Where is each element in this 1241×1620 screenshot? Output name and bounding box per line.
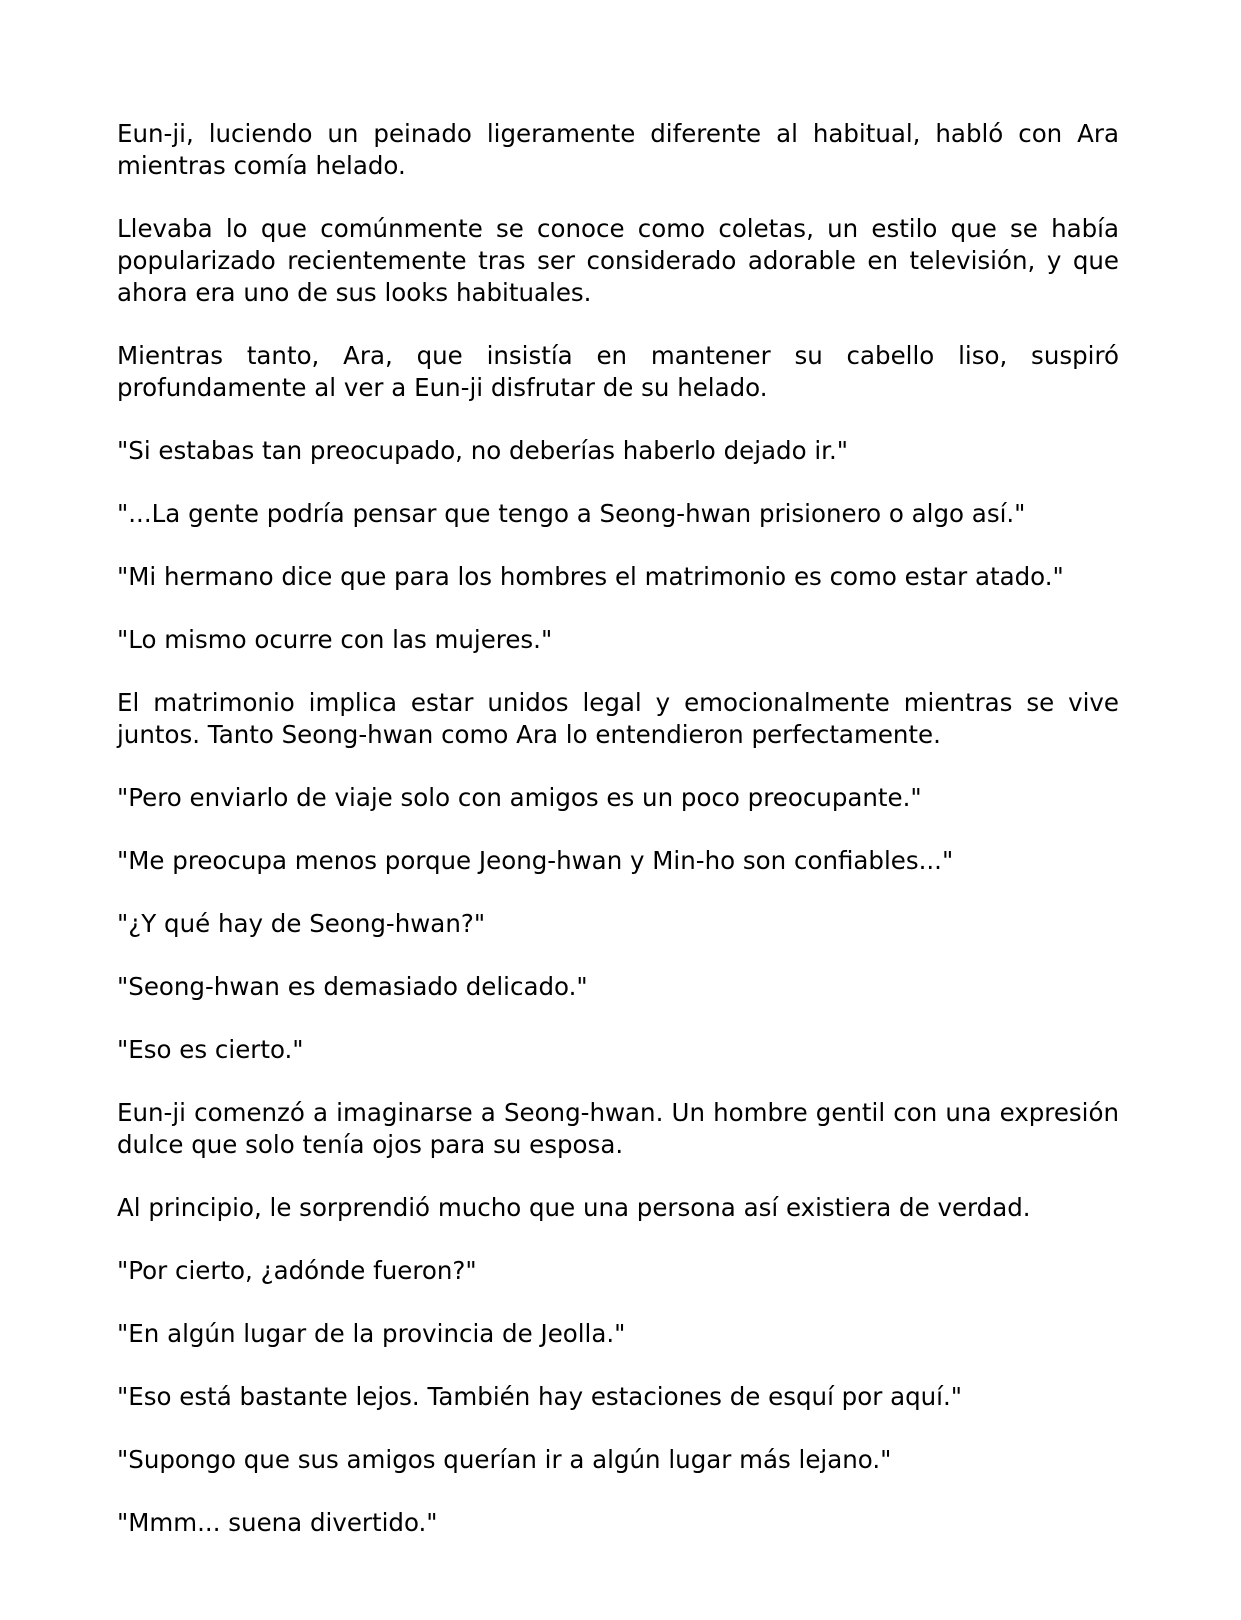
paragraph: Llevaba lo que comúnmente se conoce como coletas, un estilo que se había popularizado recientemente tras ser considerado adorable en televisión, y que ahora era uno de sus looks habituales. [117,214,1119,307]
dialogue-line: "¿Y qué hay de Seong-hwan?" [117,909,486,938]
dialogue-line: "Supongo que sus amigos querían ir a algún lugar más lejano." [117,1445,892,1474]
paragraph: Eun-ji comenzó a imaginarse a Seong-hwan. Un hombre gentil con una expresión dulce que solo tenía ojos para su esposa. [117,1098,1119,1159]
dialogue-line: "Si estabas tan preocupado, no deberías haberlo dejado ir." [117,436,849,465]
paragraph: El matrimonio implica estar unidos legal y emocionalmente mientras se vive juntos. Tanto Seong-hwan como Ara lo entendieron perfectamente. [117,688,1119,749]
dialogue-line: "Me preocupa menos porque Jeong-hwan y Min-ho son confiables..." [117,846,954,875]
dialogue-line: "Eso es cierto." [117,1035,304,1064]
dialogue-line: "Mi hermano dice que para los hombres el matrimonio es como estar atado." [117,562,1064,591]
dialogue-line: "Mmm... suena divertido." [117,1508,438,1537]
paragraph: Al principio, le sorprendió mucho que una persona así existiera de verdad. [117,1193,1031,1222]
dialogue-line: "Seong-hwan es demasiado delicado." [117,972,588,1001]
dialogue-line: "Por cierto, ¿adónde fueron?" [117,1256,477,1285]
dialogue-line: "Eso está bastante lejos. También hay estaciones de esquí por aquí." [117,1382,963,1411]
dialogue-line: "...La gente podría pensar que tengo a Seong-hwan prisionero o algo así." [117,499,1026,528]
dialogue-line: "Lo mismo ocurre con las mujeres." [117,625,553,654]
document-page [117,118,1119,1570]
dialogue-line: "Pero enviarlo de viaje solo con amigos es un poco preocupante." [117,783,922,812]
paragraph: Eun-ji, luciendo un peinado ligeramente diferente al habitual, habló con Ara mientras comía helado. [117,119,1119,180]
paragraph: Mientras tanto, Ara, que insistía en mantener su cabello liso, suspiró profundamente al ver a Eun-ji disfrutar de su helado. [117,341,1119,402]
dialogue-line: "En algún lugar de la provincia de Jeolla." [117,1319,626,1348]
